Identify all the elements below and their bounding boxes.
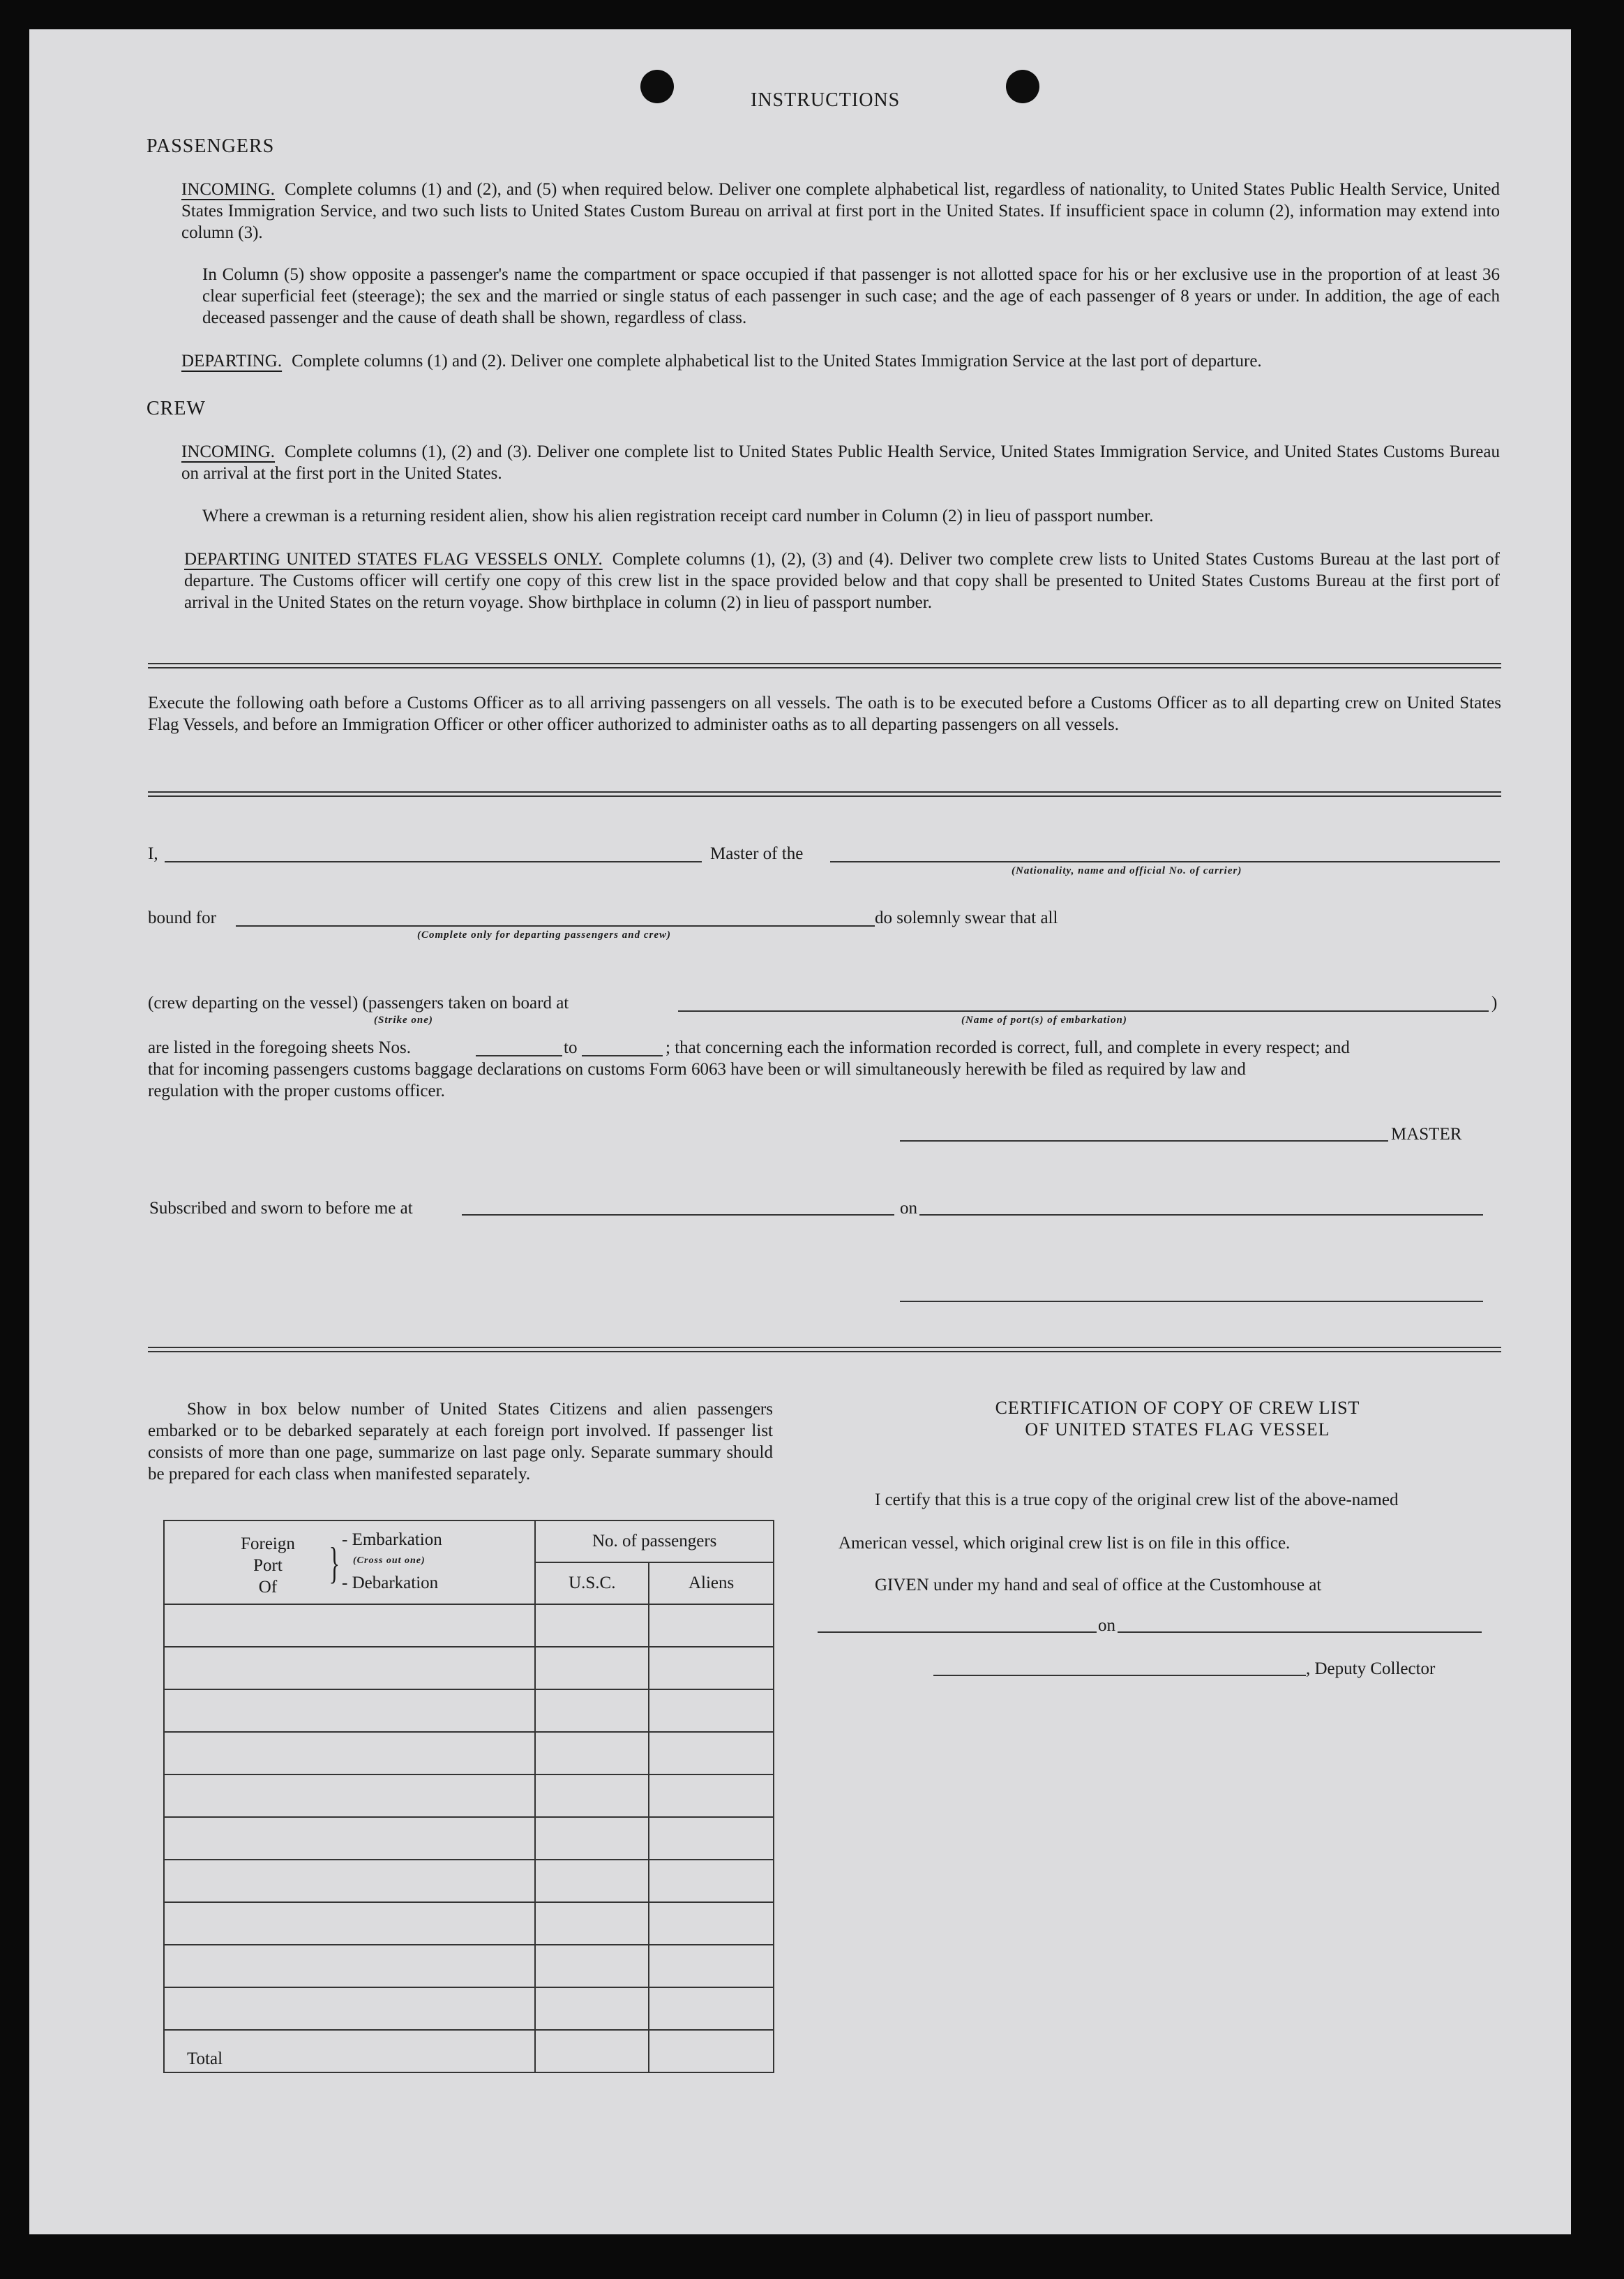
usc-cell[interactable] — [535, 1817, 649, 1860]
embarkation-label[interactable]: - Embarkation — [342, 1530, 442, 1549]
strike-one-caption: (Strike one) — [374, 1015, 433, 1026]
usc-cell[interactable] — [535, 1604, 649, 1647]
port-label: Port — [253, 1556, 283, 1575]
usc-cell[interactable] — [535, 1860, 649, 1902]
port-cell[interactable] — [164, 1732, 535, 1774]
passenger-summary-table — [163, 1520, 774, 2073]
table-row — [164, 1774, 774, 1817]
total-usc-cell[interactable] — [535, 2030, 649, 2072]
port-header-cell — [164, 1520, 535, 1604]
carrier-field[interactable] — [830, 861, 1500, 862]
punch-hole — [640, 70, 674, 103]
usc-cell[interactable] — [535, 1647, 649, 1689]
embarkation-port-field[interactable] — [678, 1010, 1489, 1012]
usc-cell[interactable] — [535, 1987, 649, 2030]
customhouse-field[interactable] — [818, 1631, 1097, 1633]
bound-caption: (Complete only for departing passengers and crew) — [417, 929, 671, 941]
double-rule — [148, 791, 1501, 797]
table-row — [164, 1647, 774, 1689]
total-aliens-cell[interactable] — [649, 2030, 774, 2072]
port-cell[interactable] — [164, 1860, 535, 1902]
usc-cell[interactable] — [535, 1689, 649, 1732]
port-cell[interactable] — [164, 1604, 535, 1647]
table-row — [164, 1860, 774, 1902]
aliens-header: Aliens — [649, 1562, 774, 1604]
total-label: Total — [164, 2030, 535, 2072]
usc-cell[interactable] — [535, 1902, 649, 1945]
officer-signature-field[interactable] — [900, 1301, 1483, 1302]
port-cell[interactable] — [164, 1647, 535, 1689]
oath-intro: Execute the following oath before a Customs Officer as to all arriving passengers on all vessels. The oath is to be executed before a Customs Officer as to all departing crew on United States Flag Vessels, and before an Immigration Officer or other officer authorized to administer oaths as to all departing passengers on all vessels. — [148, 694, 1501, 734]
brace-icon: } — [329, 1538, 340, 1587]
table-row — [164, 1987, 774, 2030]
aliens-cell[interactable] — [649, 1604, 774, 1647]
crew-incoming-lead: INCOMING. — [181, 442, 276, 461]
oath-i-label: I, — [148, 844, 158, 863]
master-signature-field[interactable] — [900, 1140, 1388, 1142]
master-label: MASTER — [1391, 1125, 1462, 1144]
carrier-caption: (Nationality, name and official No. of carrier) — [1012, 865, 1242, 876]
listed-start: are listed in the foregoing sheets Nos. — [148, 1038, 411, 1057]
table-row — [164, 1604, 774, 1647]
oath-line3: regulation with the proper customs officer. — [148, 1082, 445, 1100]
summary-instructions: Show in box below number of United States Citizens and alien passengers embarked or to be debarked separately at each foreign port involved. If passenger list consists of more than one page, summarize on last page only. Separate summary should be prepared for each class when manifested separately. — [148, 1400, 773, 1484]
table-row — [164, 1732, 774, 1774]
passengers-incoming-lead: INCOMING. — [181, 180, 276, 199]
aliens-cell[interactable] — [649, 1860, 774, 1902]
aliens-cell[interactable] — [649, 1732, 774, 1774]
form-page — [29, 29, 1571, 2234]
crew-heading: CREW — [146, 398, 206, 419]
crew-resident-paragraph: Where a crewman is a returning resident alien, show his alien registration receipt card number in Column (2) in lieu of passport number. — [202, 507, 1154, 525]
crew-incoming-text: Complete columns (1), (2) and (3). Deliver one complete list to United States Public Health Service, United States Immigration Service, and United States Customs Bureau on arrival at the first port in the United States. — [181, 442, 1500, 483]
passengers-column5-paragraph: In Column (5) show opposite a passenger's name the compartment or space occupied if that passenger is not allotted space for his or her exclusive use in the proportion of at least 36 clear superficial feet (steerage); the sex and the married or single status of each passenger in such case; and the age of each passenger of 8 years or under. In addition, the age of each deceased passenger and the cause of death shall be shown, regardless of class. — [202, 265, 1500, 327]
aliens-cell[interactable] — [649, 1774, 774, 1817]
certification-line1: I certify that this is a true copy of the original crew list of the above-named — [875, 1490, 1399, 1509]
passengers-departing-lead: DEPARTING. — [181, 352, 283, 371]
port-cell[interactable] — [164, 1817, 535, 1860]
of-label: Of — [258, 1578, 278, 1597]
foreign-label: Foreign — [241, 1534, 295, 1553]
table-row — [164, 1902, 774, 1945]
table-row — [164, 1945, 774, 1987]
port-cell[interactable] — [164, 1689, 535, 1732]
total-row — [164, 2030, 774, 2072]
crew-departing-text: Complete columns (1), (2), (3) and (4). Deliver two complete crew lists to United States Customs Bureau at the last port of departure. The Customs officer will certify one copy of this crew list in the space provided below and that copy shall be presented to United States Customs Bureau at the first port of arrival in the United States on the return voyage. Show birthplace in column (2) in lieu of passport number. — [184, 550, 1500, 612]
port-cell[interactable] — [164, 1945, 535, 1987]
sworn-on-label: on — [900, 1199, 917, 1218]
passengers-incoming-text: Complete columns (1) and (2), and (5) when required below. Deliver one complete alphabetical list, regardless of nationality, to United States Public Health Service, United States Immigration Service, and two such lists to United States Custom Bureau on arrival at first port in the United States. If insufficient space in column (2), information may extend into column (3). — [181, 180, 1500, 242]
no-of-passengers-header: No. of passengers — [535, 1520, 774, 1562]
punch-hole — [1006, 70, 1039, 103]
certification-line2: American vessel, which original crew list is on file in this office. — [839, 1534, 1291, 1553]
deputy-signature-field[interactable] — [933, 1675, 1306, 1676]
page-title: INSTRUCTIONS — [751, 89, 901, 111]
bound-for-label: bound for — [148, 909, 216, 927]
sheet-to-field[interactable] — [582, 1055, 663, 1056]
table-row — [164, 1689, 774, 1732]
aliens-cell[interactable] — [649, 1945, 774, 1987]
crew-incoming-paragraph — [181, 441, 1500, 484]
table-row — [164, 1817, 774, 1860]
passengers-departing-text: Complete columns (1) and (2). Deliver one complete alphabetical list to the United States Immigration Service at the last port of departure. — [292, 352, 1262, 371]
bound-for-field[interactable] — [236, 925, 875, 927]
close-paren: ) — [1491, 994, 1498, 1013]
master-of-the-label: Master of the — [710, 844, 804, 863]
port-cell[interactable] — [164, 1902, 535, 1945]
certification-title — [857, 1397, 1498, 1440]
usc-cell[interactable] — [535, 1774, 649, 1817]
usc-cell[interactable] — [535, 1732, 649, 1774]
certification-date-field[interactable] — [1118, 1631, 1482, 1633]
aliens-cell[interactable] — [649, 1817, 774, 1860]
crew-departing-lead: DEPARTING UNITED STATES FLAG VESSELS ONLY. — [184, 550, 603, 569]
usc-header: U.S.C. — [535, 1562, 649, 1604]
swear-label: do solemnly swear that all — [875, 909, 1058, 927]
certification-line3: GIVEN under my hand and seal of office at the Customhouse at — [875, 1576, 1322, 1594]
listed-rest: ; that concerning each the information recorded is correct, full, and complete in every respect; and — [666, 1038, 1350, 1057]
sworn-date-field[interactable] — [919, 1214, 1483, 1216]
port-cell[interactable] — [164, 1774, 535, 1817]
usc-cell[interactable] — [535, 1945, 649, 1987]
double-rule — [148, 1347, 1501, 1352]
passengers-incoming-paragraph — [181, 179, 1500, 244]
port-cell[interactable] — [164, 1987, 535, 2030]
deputy-collector-label: , Deputy Collector — [1306, 1659, 1436, 1678]
sworn-place-field[interactable] — [462, 1214, 894, 1216]
crew-departing-paragraph — [184, 548, 1500, 613]
aliens-cell[interactable] — [649, 1902, 774, 1945]
certification-title-line1: CERTIFICATION OF COPY OF CREW LIST — [995, 1398, 1360, 1418]
foreign-port-of-label — [240, 1533, 296, 1598]
oath-line2: that for incoming passengers customs baggage declarations on customs Form 6063 have been or will simultaneously herewith be filed as required by law and — [148, 1060, 1246, 1079]
sheet-from-field[interactable] — [476, 1055, 562, 1056]
passengers-heading: PASSENGERS — [146, 135, 275, 157]
port-caption: (Name of port(s) of embarkation) — [961, 1015, 1127, 1026]
aliens-cell[interactable] — [649, 1987, 774, 2030]
debarkation-label[interactable]: - Debarkation — [342, 1574, 439, 1592]
cross-out-caption: (Cross out one) — [353, 1555, 426, 1566]
certification-title-line2: OF UNITED STATES FLAG VESSEL — [1025, 1419, 1330, 1440]
passengers-departing-paragraph — [181, 350, 1500, 372]
master-name-field[interactable] — [165, 861, 702, 862]
certification-on-label: on — [1098, 1616, 1115, 1635]
crew-departing-label: (crew departing on the vessel) (passengers taken on board at — [148, 994, 569, 1013]
double-rule — [148, 663, 1501, 668]
to-label: to — [564, 1038, 578, 1057]
aliens-cell[interactable] — [649, 1647, 774, 1689]
aliens-cell[interactable] — [649, 1689, 774, 1732]
subscribed-label: Subscribed and sworn to before me at — [149, 1199, 413, 1218]
